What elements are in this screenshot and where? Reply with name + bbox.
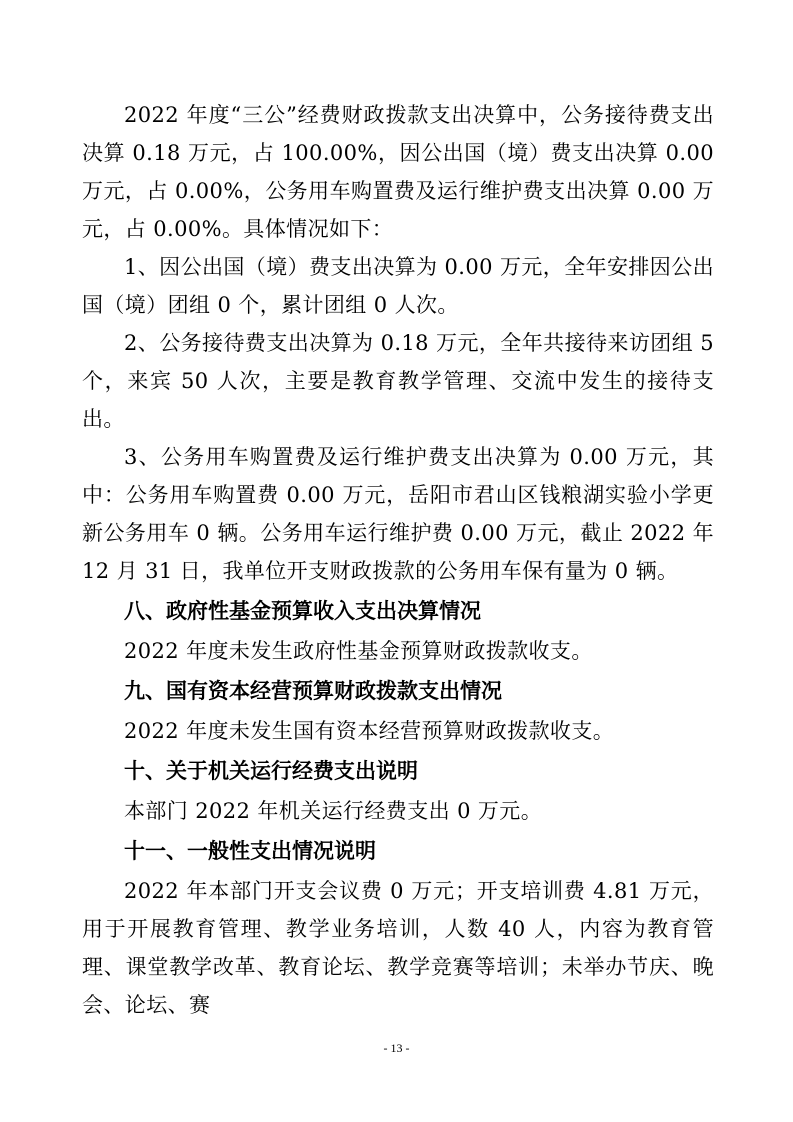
paragraph-state-capital: 2022 年度未发生国有资本经营预算财政拨款收支。 <box>124 719 615 743</box>
paragraph-government-fund: 2022 年度未发生政府性基金预算财政拨款收支。 <box>124 639 593 663</box>
paragraph-overseas-expense: 1、因公出国（境）费支出决算为 0.00 万元，全年安排因公出国（境）团组 0 个，累计团组 0 人次。 <box>82 255 714 317</box>
heading-general-expense: 十一、一般性支出情况说明 <box>124 839 376 863</box>
paragraph-operating-expense: 本部门 2022 年机关运行经费支出 0 万元。 <box>124 799 543 823</box>
paragraph-general-expense: 2022 年本部门开支会议费 0 万元；开支培训费 4.81 万元，用于开展教育管理、教学业务培训，人数 40 人，内容为教育管理、课堂教学改革、教育论坛、教学竞赛等培训；未举办节庆、晚会、论坛、赛 <box>82 879 714 1017</box>
page-number: - 13 - <box>383 1041 410 1055</box>
heading-government-fund: 八、政府性基金预算收入支出决算情况 <box>124 599 481 623</box>
paragraph-reception-expense: 2、公务接待费支出决算为 0.18 万元，全年共接待来访团组 5 个，来宾 50 人次，主要是教育教学管理、交流中发生的接待支出。 <box>82 331 714 431</box>
document-body <box>82 96 714 1024</box>
paragraph-three-public-summary: 2022 年度“三公”经费财政拨款支出决算中，公务接待费支出决算 0.18 万元，占 100.00%，因公出国（境）费支出决算 0.00 万元，占 0.00%，公务用车购置费及运行维护费支出决算 0.00 万元，占 0.00%。具体情况如下： <box>82 103 714 241</box>
heading-state-capital: 九、国有资本经营预算财政拨款支出情况 <box>124 679 502 703</box>
heading-operating-expense: 十、关于机关运行经费支出说明 <box>124 759 418 783</box>
paragraph-vehicle-expense: 3、公务用车购置费及运行维护费支出决算为 0.00 万元，其中：公务用车购置费 0.00 万元，岳阳市君山区钱粮湖实验小学更新公务用车 0 辆。公务用车运行维护费 0.00 万元，截止 2022 年 12 月 31 日，我单位开支财政拨款的公务用车保有量为 0 辆。 <box>82 445 714 583</box>
